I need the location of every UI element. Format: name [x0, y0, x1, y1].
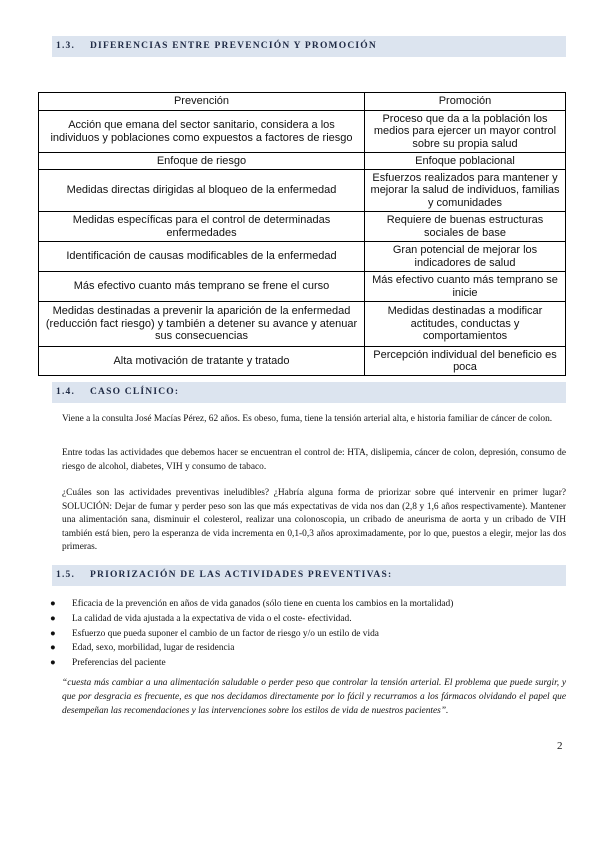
table-row — [39, 242, 566, 272]
bullet-icon: ● — [50, 643, 56, 654]
table-cell: Percepción individual del beneficio es poca — [365, 347, 566, 376]
list-item-text: Preferencias del paciente — [72, 658, 166, 669]
table-cell: Requiere de buenas estructuras sociales de base — [365, 212, 566, 242]
section-title: DIFERENCIAS ENTRE PREVENCIÓN Y PROMOCIÓN — [90, 41, 377, 51]
column-header-prevencion: Prevención — [39, 93, 365, 111]
table-cell: Enfoque poblacional — [365, 153, 566, 170]
table-cell: Acción que emana del sector sanitario, considera a los individuos y poblaciones como expuestos a factores de riesgo — [39, 111, 365, 153]
list-item-text: Esfuerzo que pueda suponer el cambio de un factor de riesgo y/o un estilo de vida — [72, 628, 379, 639]
case-paragraph-3: ¿Cuáles son las actividades preventivas ineludibles? ¿Habría alguna forma de priorizar sobre qué intervenir en primer lugar? SOLUCIÓN: Dejar de fumar y perder peso son las que más expectativas de vida nos dan (2,8 y 1,6 años respectivamente). Mantener una alimentación sana, disminuir el colesterol, realizar una colonoscopia, un cribado de aneurisma de aorta y un cribado de VIH también está bien, pero la esperanza de vida incrementa en 0,1-0,3 años aproximadamente, por lo que, puestos a elegir, mejor las dos primeras. — [62, 488, 566, 552]
page-number: 2 — [557, 740, 563, 752]
section-header-1-4 — [52, 382, 566, 403]
section-number: 1.3. — [56, 41, 76, 51]
comparison-table — [38, 92, 566, 376]
table-row — [39, 347, 566, 376]
column-header-promocion: Promoción — [365, 93, 566, 111]
table-cell: Alta motivación de tratante y tratado — [39, 347, 365, 376]
table-row — [39, 170, 566, 212]
section-title: CASO CLÍNICO: — [90, 387, 180, 397]
bullet-icon: ● — [50, 613, 56, 624]
section-number: 1.4. — [56, 387, 76, 397]
list-item — [50, 597, 454, 612]
table-row — [39, 212, 566, 242]
section-header-1-5 — [52, 565, 566, 586]
case-paragraph-2: Entre todas las actividades que debemos hacer se encuentran el control de: HTA, dislipemia, cáncer de colon, depresión, consumo de riesgo de alcohol, diabetes, VIH y consumo de tabaco. — [62, 448, 566, 472]
table-cell: Más efectivo cuanto más temprano se frene el curso — [39, 272, 365, 302]
list-item-text: Edad, sexo, morbilidad, lugar de residencia — [72, 643, 235, 654]
section-header-1-3 — [52, 36, 566, 57]
table-cell: Enfoque de riesgo — [39, 153, 365, 170]
table-cell: Medidas destinadas a prevenir la aparición de la enfermedad (reducción fact riesgo) y también a detener su avance y atenuar sus consecuencias — [39, 302, 365, 347]
table-cell: Identificación de causas modificables de la enfermedad — [39, 242, 365, 272]
table-cell: Más efectivo cuanto más temprano se inicie — [365, 272, 566, 302]
table-row — [39, 272, 566, 302]
section-title: PRIORIZACIÓN DE LAS ACTIVIDADES PREVENTIVAS: — [90, 570, 393, 580]
case-paragraph-1: Viene a la consulta José Macías Pérez, 62 años. Es obeso, fuma, tiene la tensión arterial alta, e historia familiar de cáncer de colon. — [62, 414, 553, 424]
bullet-icon: ● — [50, 599, 56, 609]
bullet-icon: ● — [50, 628, 56, 639]
table-cell: Esfuerzos realizados para mantener y mejorar la salud de individuos, familias y comunidades — [365, 170, 566, 212]
bullet-icon: ● — [50, 658, 56, 669]
quote-paragraph: “cuesta más cambiar a una alimentación saludable o perder peso que controlar la tensión arterial. El problema que puede surgir, y que por desgracia es frecuente, es que nos decidamos directamente por lo fácil y recurramos a los fármacos olvidando el papel que desempeñan las recomendaciones y las intervenciones sobre los estilos de vida de nuestros pacientes”. — [62, 678, 566, 716]
table-cell: Medidas específicas para el control de determinadas enfermedades — [39, 212, 365, 242]
table-cell: Gran potencial de mejorar los indicadores de salud — [365, 242, 566, 272]
table-row — [39, 302, 566, 347]
list-item — [50, 627, 453, 642]
list-item-text: Eficacia de la prevención en años de vida ganados (sólo tiene en cuenta los cambios en la mortalidad) — [72, 599, 454, 609]
table-cell: Medidas destinadas a modificar actitudes, conductas y comportamientos — [365, 302, 566, 347]
table-cell: Proceso que da a la población los medios para ejercer un mayor control sobre su propia salud — [365, 111, 566, 153]
table-cell: Medidas directas dirigidas al bloqueo de la enfermedad — [39, 170, 365, 212]
table-row — [39, 153, 566, 170]
list-item-text: La calidad de vida ajustada a la expectativa de vida o el coste- efectividad. — [72, 613, 352, 624]
list-item — [50, 612, 453, 627]
table-row — [39, 111, 566, 153]
list-item — [50, 656, 453, 671]
section-number: 1.5. — [56, 570, 76, 580]
priority-list — [50, 597, 454, 671]
table-header-row — [39, 93, 566, 111]
list-item — [50, 641, 453, 656]
